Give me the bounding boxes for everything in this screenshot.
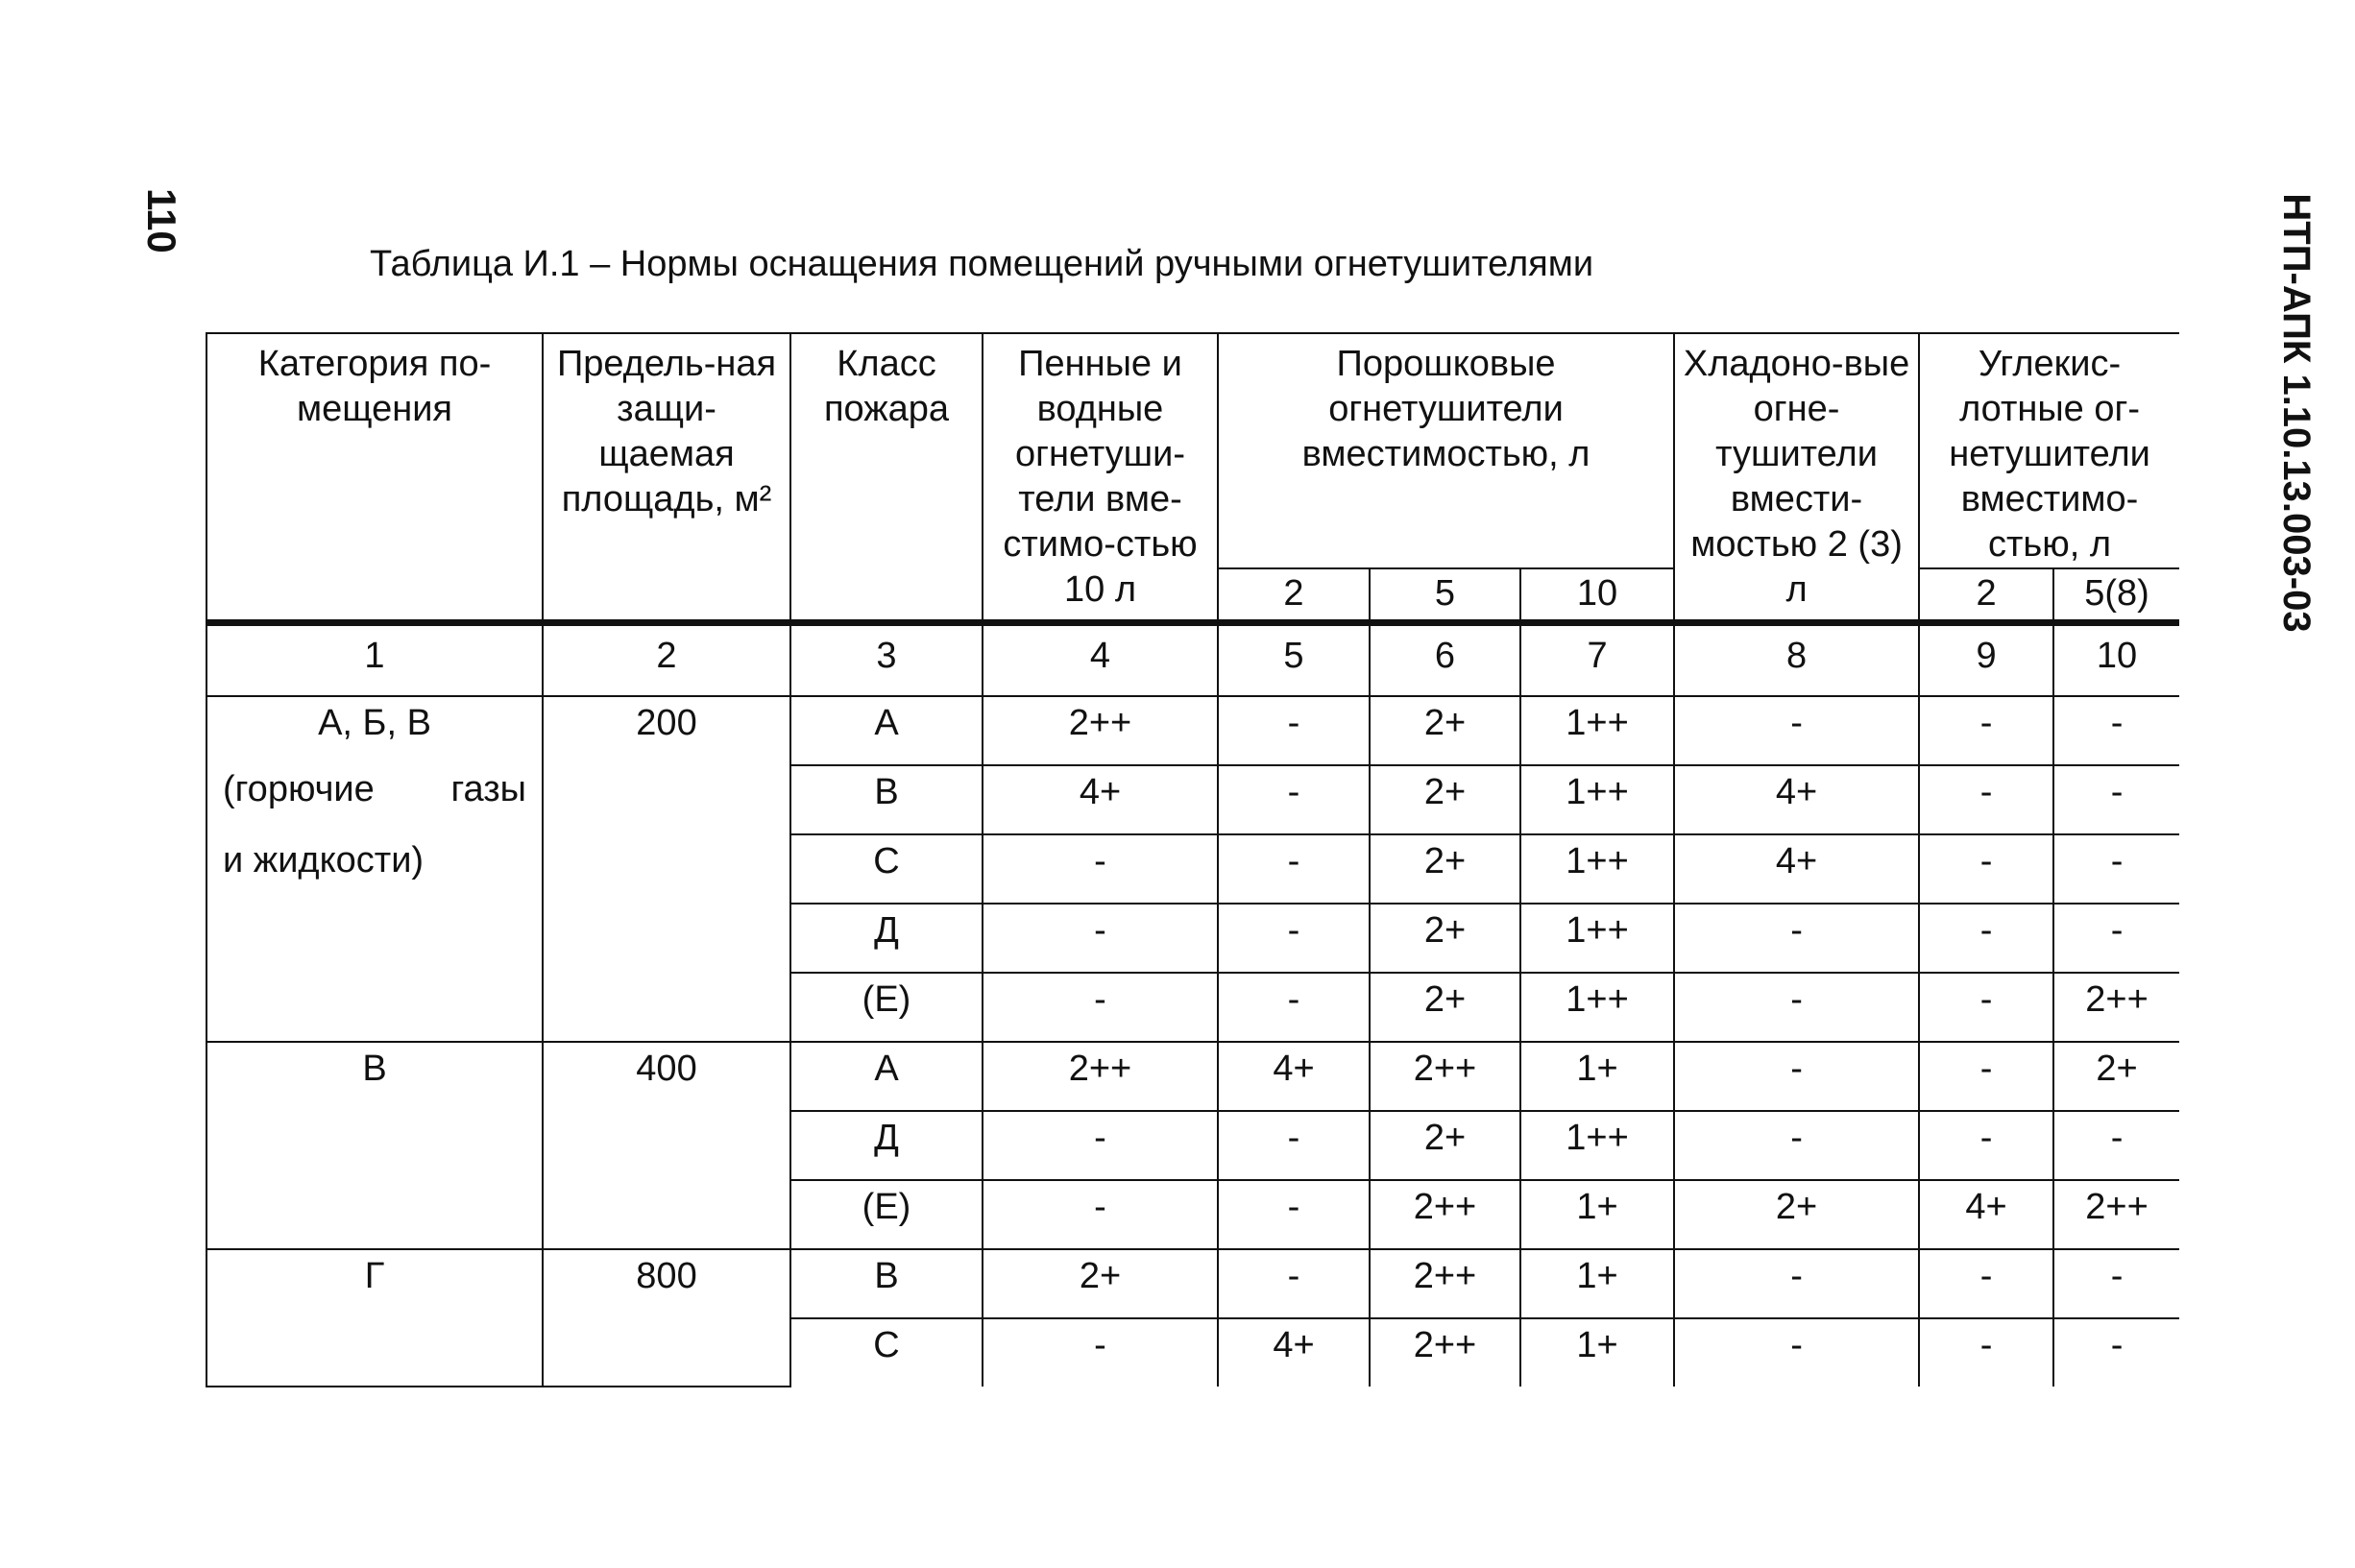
- value-cell: -: [983, 1180, 1218, 1249]
- value-cell: 4+: [1218, 1042, 1370, 1111]
- value-cell: 2++: [1370, 1042, 1520, 1111]
- value-cell: -: [1919, 834, 2053, 904]
- header-co2-group: Углекис-лотные ог-нетушители вместимо-стью, л: [1919, 333, 2179, 568]
- value-cell: 2++: [1370, 1180, 1520, 1249]
- header-co2-5-8: 5(8): [2053, 568, 2179, 623]
- table-title: Таблица И.1 – Нормы оснащения помещений ручными огнетушителями: [370, 244, 1594, 284]
- header-powder-2: 2: [1218, 568, 1370, 623]
- value-cell: -: [1919, 696, 2053, 765]
- fire-class-cell: А: [790, 696, 983, 765]
- value-cell: -: [1218, 1180, 1370, 1249]
- header-foam-water: Пенные и водные огнетуши-тели вме-стимо-стью 10 л: [983, 333, 1218, 623]
- fire-class-cell: В: [790, 765, 983, 834]
- value-cell: 4+: [983, 765, 1218, 834]
- column-number: 2: [543, 623, 790, 697]
- value-cell: 1++: [1520, 1111, 1674, 1180]
- value-cell: 2++: [983, 1042, 1218, 1111]
- value-cell: 1++: [1520, 904, 1674, 973]
- category-description-line: (горючие газы: [223, 769, 526, 809]
- value-cell: 2++: [983, 696, 1218, 765]
- area-cell: 400: [543, 1042, 790, 1249]
- value-cell: -: [1218, 765, 1370, 834]
- column-number: 7: [1520, 623, 1674, 697]
- value-cell: -: [1919, 904, 2053, 973]
- value-cell: -: [1674, 904, 1919, 973]
- column-number: 4: [983, 623, 1218, 697]
- value-cell: 4+: [1919, 1180, 2053, 1249]
- column-number: 9: [1919, 623, 2053, 697]
- column-number: 8: [1674, 623, 1919, 697]
- extinguisher-norms-table-wrapper: [206, 332, 2179, 1408]
- category-cell: [206, 1249, 543, 1387]
- value-cell: -: [2053, 696, 2179, 765]
- column-numbers-row: [206, 623, 2179, 697]
- value-cell: -: [1218, 1111, 1370, 1180]
- fire-class-cell: А: [790, 1042, 983, 1111]
- value-cell: 2+: [1370, 1111, 1520, 1180]
- category-name: В: [362, 1049, 387, 1089]
- value-cell: -: [1218, 696, 1370, 765]
- category-description: [213, 754, 536, 896]
- header-row: [206, 333, 2179, 568]
- value-cell: 1+: [1520, 1042, 1674, 1111]
- value-cell: -: [1218, 973, 1370, 1042]
- value-cell: 1+: [1520, 1249, 1674, 1318]
- value-cell: -: [1674, 696, 1919, 765]
- header-powder-5: 5: [1370, 568, 1520, 623]
- fire-class-cell: (Е): [790, 1180, 983, 1249]
- value-cell: 1++: [1520, 973, 1674, 1042]
- value-cell: -: [2053, 834, 2179, 904]
- value-cell: 1++: [1520, 765, 1674, 834]
- fire-class-cell: В: [790, 1249, 983, 1318]
- column-number: 6: [1370, 623, 1520, 697]
- header-halon: Хладоно-вые огне-тушители вмести-мостью 2 (3) л: [1674, 333, 1919, 623]
- value-cell: -: [1919, 765, 2053, 834]
- value-cell: -: [1919, 1249, 2053, 1318]
- value-cell: 2+: [1370, 834, 1520, 904]
- value-cell: -: [1919, 973, 2053, 1042]
- value-cell: 2++: [1370, 1318, 1520, 1387]
- fire-class-cell: Д: [790, 904, 983, 973]
- value-cell: 4+: [1674, 834, 1919, 904]
- value-cell: -: [2053, 1318, 2179, 1387]
- value-cell: 2++: [2053, 1180, 2179, 1249]
- value-cell: -: [1674, 1111, 1919, 1180]
- area-cell: 200: [543, 696, 790, 1042]
- value-cell: -: [983, 834, 1218, 904]
- value-cell: 4+: [1218, 1318, 1370, 1387]
- value-cell: 2++: [1370, 1249, 1520, 1318]
- document-code: НТП-АПК 1.10.13.003-03: [2275, 193, 2318, 633]
- value-cell: -: [1218, 1249, 1370, 1318]
- value-cell: 2++: [2053, 973, 2179, 1042]
- value-cell: 1+: [1520, 1180, 1674, 1249]
- fire-class-cell: С: [790, 1318, 983, 1387]
- header-area-text: Предель-ная защи-щаемая площадь, м²: [556, 344, 777, 519]
- value-cell: 4+: [1674, 765, 1919, 834]
- value-cell: 1++: [1520, 834, 1674, 904]
- fire-class-cell: (Е): [790, 973, 983, 1042]
- value-cell: 2+: [1674, 1180, 1919, 1249]
- value-cell: -: [1919, 1042, 2053, 1111]
- page-number: 110: [139, 188, 184, 253]
- category-name: Г: [364, 1256, 385, 1296]
- table-row: [206, 1249, 2179, 1318]
- category-cell: [206, 1042, 543, 1249]
- value-cell: -: [1674, 1249, 1919, 1318]
- value-cell: 2+: [1370, 765, 1520, 834]
- value-cell: -: [1919, 1318, 2053, 1387]
- column-number: 1: [206, 623, 543, 697]
- value-cell: -: [2053, 1111, 2179, 1180]
- value-cell: 2+: [2053, 1042, 2179, 1111]
- category-cell: [206, 696, 543, 1042]
- value-cell: 2+: [983, 1249, 1218, 1318]
- area-cell: 800: [543, 1249, 790, 1387]
- value-cell: -: [1218, 834, 1370, 904]
- value-cell: -: [2053, 904, 2179, 973]
- value-cell: -: [2053, 765, 2179, 834]
- extinguisher-norms-table: [206, 332, 2179, 1387]
- header-area: [543, 333, 790, 623]
- value-cell: -: [1674, 1042, 1919, 1111]
- value-cell: -: [1218, 904, 1370, 973]
- header-fire-class: Класс пожара: [790, 333, 983, 623]
- value-cell: -: [1919, 1111, 2053, 1180]
- fire-class-cell: Д: [790, 1111, 983, 1180]
- value-cell: -: [1674, 973, 1919, 1042]
- header-powder-group: Порошковые огнетушители вместимостью, л: [1218, 333, 1674, 568]
- value-cell: -: [983, 1111, 1218, 1180]
- table-row: [206, 1042, 2179, 1111]
- header-co2-2: 2: [1919, 568, 2053, 623]
- value-cell: 2+: [1370, 973, 1520, 1042]
- value-cell: -: [983, 973, 1218, 1042]
- value-cell: 1++: [1520, 696, 1674, 765]
- header-powder-10: 10: [1520, 568, 1674, 623]
- column-number: 5: [1218, 623, 1370, 697]
- value-cell: -: [983, 904, 1218, 973]
- value-cell: -: [2053, 1249, 2179, 1318]
- category-name: А, Б, В: [318, 703, 431, 743]
- category-description-line: и жидкости): [223, 840, 425, 880]
- column-number: 10: [2053, 623, 2179, 697]
- column-number: 3: [790, 623, 983, 697]
- value-cell: 1+: [1520, 1318, 1674, 1387]
- fire-class-cell: С: [790, 834, 983, 904]
- value-cell: 2+: [1370, 904, 1520, 973]
- value-cell: -: [1674, 1318, 1919, 1387]
- value-cell: 2+: [1370, 696, 1520, 765]
- value-cell: -: [983, 1318, 1218, 1387]
- table-row: [206, 696, 2179, 765]
- header-category: Категория по-мещения: [206, 333, 543, 623]
